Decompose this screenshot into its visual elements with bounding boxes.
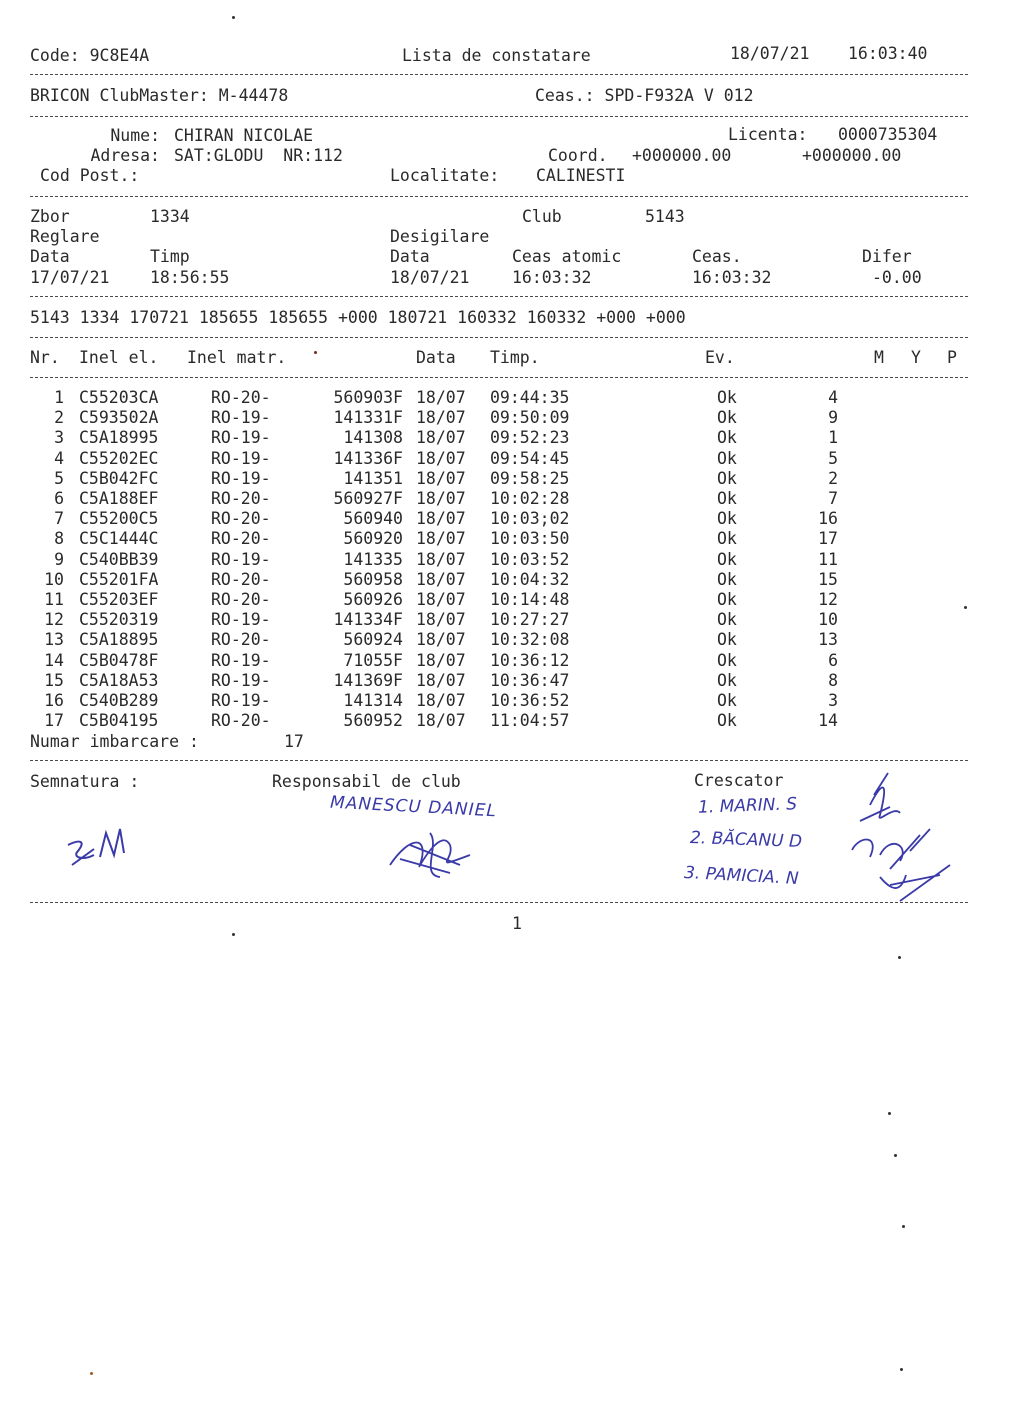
row-inel-el: C5A18A53 bbox=[79, 670, 159, 690]
row-nr: 14 bbox=[44, 650, 64, 670]
table-row bbox=[0, 711, 1024, 731]
des-date-label: Data bbox=[390, 247, 430, 266]
table-row bbox=[0, 449, 1024, 469]
table-row bbox=[0, 691, 1024, 711]
row-time: 10:14:48 bbox=[490, 590, 570, 609]
divider bbox=[30, 337, 968, 338]
row-ring-number: 141369F bbox=[333, 670, 403, 690]
breeder-3: 3. PAMICIA. N bbox=[683, 863, 800, 889]
col-data: Data bbox=[416, 348, 456, 367]
row-date: 18/07 bbox=[416, 590, 466, 609]
table-row bbox=[0, 509, 1024, 529]
difference: -0.00 bbox=[872, 268, 922, 287]
table-row bbox=[0, 550, 1024, 570]
row-inel-el: C593502A bbox=[79, 408, 159, 428]
row-status: Ok bbox=[717, 711, 737, 731]
scan-speck bbox=[232, 16, 235, 19]
row-rank: 12 bbox=[818, 590, 838, 609]
col-ev: Ev. bbox=[705, 348, 735, 367]
breeder-1: 1. MARIN. S bbox=[697, 794, 798, 818]
table-row bbox=[0, 610, 1024, 630]
row-status: Ok bbox=[717, 448, 737, 468]
row-ring-prefix: RO-20- bbox=[211, 509, 271, 529]
owner-address: SAT:GLODU NR:112 bbox=[174, 146, 343, 165]
divider bbox=[30, 296, 968, 297]
row-time: 10:36:47 bbox=[490, 670, 570, 690]
scan-speck bbox=[894, 1154, 897, 1157]
flight-label: Zbor bbox=[30, 207, 70, 226]
row-rank: 17 bbox=[818, 529, 838, 549]
row-date: 18/07 bbox=[416, 610, 466, 630]
row-time: 10:04:32 bbox=[490, 569, 570, 589]
row-nr: 3 bbox=[54, 428, 64, 448]
row-rank: 10 bbox=[818, 610, 838, 630]
row-status: Ok bbox=[717, 650, 737, 670]
row-rank: 14 bbox=[818, 711, 838, 731]
row-date: 18/07 bbox=[416, 428, 466, 448]
table-row bbox=[0, 651, 1024, 671]
scan-speck bbox=[964, 606, 967, 609]
postal-label: Cod Post.: bbox=[40, 166, 140, 185]
row-time: 10:27:27 bbox=[490, 610, 570, 630]
row-ring-number: 141334F bbox=[333, 610, 403, 630]
row-nr: 1 bbox=[54, 388, 64, 407]
row-ring-number: 71055F bbox=[343, 650, 403, 670]
table-row bbox=[0, 590, 1024, 610]
row-status: Ok bbox=[717, 388, 737, 407]
divider bbox=[30, 74, 968, 75]
owner-name: CHIRAN NICOLAE bbox=[174, 126, 314, 145]
row-date: 18/07 bbox=[416, 509, 466, 529]
club-responsible-label: Responsabil de club bbox=[272, 772, 461, 791]
reglare-label: Reglare bbox=[30, 227, 100, 246]
row-nr: 7 bbox=[54, 509, 64, 529]
row-ring-prefix: RO-19- bbox=[211, 408, 271, 428]
row-rank: 13 bbox=[818, 630, 838, 650]
row-inel-el: C5B0478F bbox=[79, 650, 159, 670]
col-inel-el: Inel el. bbox=[79, 348, 159, 367]
coord-x: +000000.00 bbox=[632, 146, 732, 165]
row-time: 09:52:23 bbox=[490, 428, 570, 448]
reg-date: 17/07/21 bbox=[30, 268, 110, 287]
divider bbox=[30, 760, 968, 761]
row-inel-el: C55203EF bbox=[79, 590, 159, 609]
row-ring-prefix: RO-19- bbox=[211, 610, 271, 630]
document-code: Code: 9C8E4A bbox=[30, 46, 150, 65]
signature-label: Semnatura : bbox=[30, 772, 140, 791]
flight-number: 1334 bbox=[150, 207, 190, 226]
club-responsible-name: MANESCU DANIEL bbox=[329, 792, 498, 822]
reg-time: 18:56:55 bbox=[150, 268, 230, 287]
locality-label: Localitate: bbox=[390, 166, 500, 185]
row-date: 18/07 bbox=[416, 468, 466, 488]
col-inel-matr: Inel matr. bbox=[187, 348, 287, 367]
row-status: Ok bbox=[717, 590, 737, 609]
breeder-2: 2. BĂCANU D bbox=[689, 828, 803, 852]
reg-date-label: Data bbox=[30, 247, 70, 266]
row-ring-number: 141314 bbox=[343, 691, 403, 710]
row-inel-el: C540BB39 bbox=[79, 549, 159, 569]
row-nr: 6 bbox=[54, 489, 64, 508]
row-ring-number: 560924 bbox=[343, 630, 403, 650]
club-responsible-signature bbox=[380, 815, 490, 885]
row-ring-number: 141336F bbox=[333, 448, 403, 468]
coord-y: +000000.00 bbox=[802, 146, 902, 165]
row-status: Ok bbox=[717, 489, 737, 508]
row-ring-prefix: RO-19- bbox=[211, 448, 271, 468]
row-nr: 13 bbox=[44, 630, 64, 650]
row-ring-number: 141351 bbox=[343, 468, 403, 488]
row-date: 18/07 bbox=[416, 408, 466, 428]
row-date: 18/07 bbox=[416, 549, 466, 569]
row-date: 18/07 bbox=[416, 650, 466, 670]
atomic-label: Ceas atomic bbox=[512, 247, 622, 266]
difer-label: Difer bbox=[862, 247, 912, 266]
row-rank: 1 bbox=[828, 428, 838, 448]
table-row bbox=[0, 671, 1024, 691]
row-inel-el: C5A188EF bbox=[79, 489, 159, 508]
atomic-time: 16:03:32 bbox=[512, 268, 592, 287]
row-date: 18/07 bbox=[416, 711, 466, 731]
row-inel-el: C5A18895 bbox=[79, 630, 159, 650]
row-inel-el: C5A18995 bbox=[79, 428, 159, 448]
total-count: 17 bbox=[284, 732, 304, 751]
des-date: 18/07/21 bbox=[390, 268, 470, 287]
row-ring-prefix: RO-20- bbox=[211, 529, 271, 549]
scan-speck bbox=[888, 1112, 891, 1115]
row-time: 11:04:57 bbox=[490, 711, 570, 731]
row-rank: 16 bbox=[818, 509, 838, 529]
row-time: 10:02:28 bbox=[490, 489, 570, 508]
breeder-signatures bbox=[850, 765, 950, 905]
divider bbox=[30, 377, 968, 378]
row-date: 18/07 bbox=[416, 448, 466, 468]
row-inel-el: C540B289 bbox=[79, 691, 159, 710]
table-row bbox=[0, 388, 1024, 408]
table-row bbox=[0, 489, 1024, 509]
row-rank: 2 bbox=[828, 468, 838, 488]
row-time: 10:03:50 bbox=[490, 529, 570, 549]
table-row bbox=[0, 408, 1024, 428]
scan-speck bbox=[900, 1368, 903, 1371]
row-date: 18/07 bbox=[416, 529, 466, 549]
row-ring-number: 560926 bbox=[343, 590, 403, 609]
print-date: 18/07/21 bbox=[730, 44, 810, 63]
row-date: 18/07 bbox=[416, 670, 466, 690]
row-status: Ok bbox=[717, 610, 737, 630]
row-time: 10:03;02 bbox=[490, 509, 570, 529]
row-inel-el: C55200C5 bbox=[79, 509, 159, 529]
divider bbox=[30, 196, 968, 197]
table-row bbox=[0, 428, 1024, 448]
license-label: Licenta: bbox=[728, 125, 808, 144]
row-nr: 5 bbox=[54, 468, 64, 488]
table-row bbox=[0, 529, 1024, 549]
row-date: 18/07 bbox=[416, 489, 466, 508]
row-ring-prefix: RO-20- bbox=[211, 569, 271, 589]
row-ring-number: 141331F bbox=[333, 408, 403, 428]
row-ring-prefix: RO-19- bbox=[211, 650, 271, 670]
row-status: Ok bbox=[717, 509, 737, 529]
page-number: 1 bbox=[512, 914, 522, 933]
system-id: BRICON ClubMaster: M-44478 bbox=[30, 86, 289, 105]
row-inel-el: C55202EC bbox=[79, 448, 159, 468]
code-line: 5143 1334 170721 185655 185655 +000 180721 160332 160332 +000 +000 bbox=[30, 308, 686, 327]
row-rank: 9 bbox=[828, 408, 838, 428]
row-rank: 7 bbox=[828, 489, 838, 508]
row-nr: 4 bbox=[54, 448, 64, 468]
row-status: Ok bbox=[717, 529, 737, 549]
row-time: 10:36:52 bbox=[490, 691, 570, 710]
signature-mark bbox=[60, 815, 150, 875]
row-status: Ok bbox=[717, 691, 737, 710]
row-status: Ok bbox=[717, 428, 737, 448]
document-title: Lista de constatare bbox=[402, 46, 591, 65]
row-rank: 8 bbox=[828, 670, 838, 690]
scan-speck bbox=[232, 933, 235, 936]
row-date: 18/07 bbox=[416, 630, 466, 650]
scan-speck bbox=[314, 351, 317, 354]
row-inel-el: C5520319 bbox=[79, 610, 159, 630]
clock-time: 16:03:32 bbox=[692, 268, 772, 287]
row-nr: 10 bbox=[44, 569, 64, 589]
row-time: 10:36:12 bbox=[490, 650, 570, 670]
row-ring-number: 560920 bbox=[343, 529, 403, 549]
row-time: 09:58:25 bbox=[490, 468, 570, 488]
row-status: Ok bbox=[717, 549, 737, 569]
club-number: 5143 bbox=[645, 207, 685, 226]
ceas-label: Ceas. bbox=[692, 247, 742, 266]
print-time: 16:03:40 bbox=[848, 44, 928, 63]
license-number: 0000735304 bbox=[838, 125, 938, 144]
row-inel-el: C5B04195 bbox=[79, 711, 159, 731]
col-timp: Timp. bbox=[490, 348, 540, 367]
row-ring-number: 560958 bbox=[343, 569, 403, 589]
table-row bbox=[0, 570, 1024, 590]
row-nr: 16 bbox=[44, 691, 64, 710]
row-ring-prefix: RO-20- bbox=[211, 489, 271, 508]
scan-speck bbox=[902, 1225, 905, 1228]
row-ring-number: 560940 bbox=[343, 509, 403, 529]
row-time: 10:03:52 bbox=[490, 549, 570, 569]
row-status: Ok bbox=[717, 630, 737, 650]
row-ring-prefix: RO-20- bbox=[211, 388, 271, 407]
row-time: 09:54:45 bbox=[490, 448, 570, 468]
row-status: Ok bbox=[717, 408, 737, 428]
col-m: M bbox=[874, 348, 884, 367]
row-time: 10:32:08 bbox=[490, 630, 570, 650]
row-rank: 4 bbox=[828, 388, 838, 407]
col-y: Y bbox=[911, 348, 921, 367]
row-rank: 5 bbox=[828, 448, 838, 468]
desigilare-label: Desigilare bbox=[390, 227, 490, 246]
divider bbox=[30, 116, 968, 117]
row-rank: 11 bbox=[818, 549, 838, 569]
row-inel-el: C55201FA bbox=[79, 569, 159, 589]
row-ring-prefix: RO-20- bbox=[211, 590, 271, 609]
row-status: Ok bbox=[717, 468, 737, 488]
table-row bbox=[0, 630, 1024, 650]
clock-id: Ceas.: SPD-F932A V 012 bbox=[535, 86, 754, 105]
row-ring-number: 141335 bbox=[343, 549, 403, 569]
club-label: Club bbox=[522, 207, 562, 226]
address-label: Adresa: bbox=[90, 146, 160, 165]
row-date: 18/07 bbox=[416, 569, 466, 589]
coord-label: Coord. bbox=[548, 146, 608, 165]
row-inel-el: C5B042FC bbox=[79, 468, 159, 488]
scan-speck bbox=[90, 1372, 93, 1375]
locality: CALINESTI bbox=[536, 166, 626, 185]
breeder-label: Crescator bbox=[694, 771, 784, 790]
row-ring-number: 560927F bbox=[333, 489, 403, 508]
row-date: 18/07 bbox=[416, 691, 466, 710]
row-nr: 15 bbox=[44, 670, 64, 690]
col-p: P bbox=[947, 348, 957, 367]
row-ring-prefix: RO-20- bbox=[211, 711, 271, 731]
row-rank: 6 bbox=[828, 650, 838, 670]
row-status: Ok bbox=[717, 569, 737, 589]
name-label: Nume: bbox=[110, 126, 160, 145]
row-ring-number: 141308 bbox=[343, 428, 403, 448]
row-time: 09:44:35 bbox=[490, 388, 570, 407]
table-row bbox=[0, 469, 1024, 489]
row-ring-prefix: RO-19- bbox=[211, 428, 271, 448]
row-inel-el: C55203CA bbox=[79, 388, 159, 407]
row-ring-prefix: RO-19- bbox=[211, 670, 271, 690]
divider bbox=[30, 902, 968, 903]
row-nr: 12 bbox=[44, 610, 64, 630]
row-status: Ok bbox=[717, 670, 737, 690]
row-rank: 3 bbox=[828, 691, 838, 710]
row-ring-prefix: RO-20- bbox=[211, 630, 271, 650]
row-inel-el: C5C1444C bbox=[79, 529, 159, 549]
row-nr: 9 bbox=[54, 549, 64, 569]
total-label: Numar imbarcare : bbox=[30, 732, 199, 751]
row-ring-prefix: RO-19- bbox=[211, 549, 271, 569]
row-ring-number: 560903F bbox=[333, 388, 403, 407]
row-nr: 17 bbox=[44, 711, 64, 731]
row-nr: 11 bbox=[44, 590, 64, 609]
row-time: 09:50:09 bbox=[490, 408, 570, 428]
row-rank: 15 bbox=[818, 569, 838, 589]
row-ring-prefix: RO-19- bbox=[211, 468, 271, 488]
row-ring-prefix: RO-19- bbox=[211, 691, 271, 710]
reg-time-label: Timp bbox=[150, 247, 190, 266]
col-nr: Nr. bbox=[30, 348, 60, 367]
scan-speck bbox=[898, 956, 901, 959]
row-date: 18/07 bbox=[416, 388, 466, 407]
row-ring-number: 560952 bbox=[343, 711, 403, 731]
row-nr: 2 bbox=[54, 408, 64, 428]
row-nr: 8 bbox=[54, 529, 64, 549]
